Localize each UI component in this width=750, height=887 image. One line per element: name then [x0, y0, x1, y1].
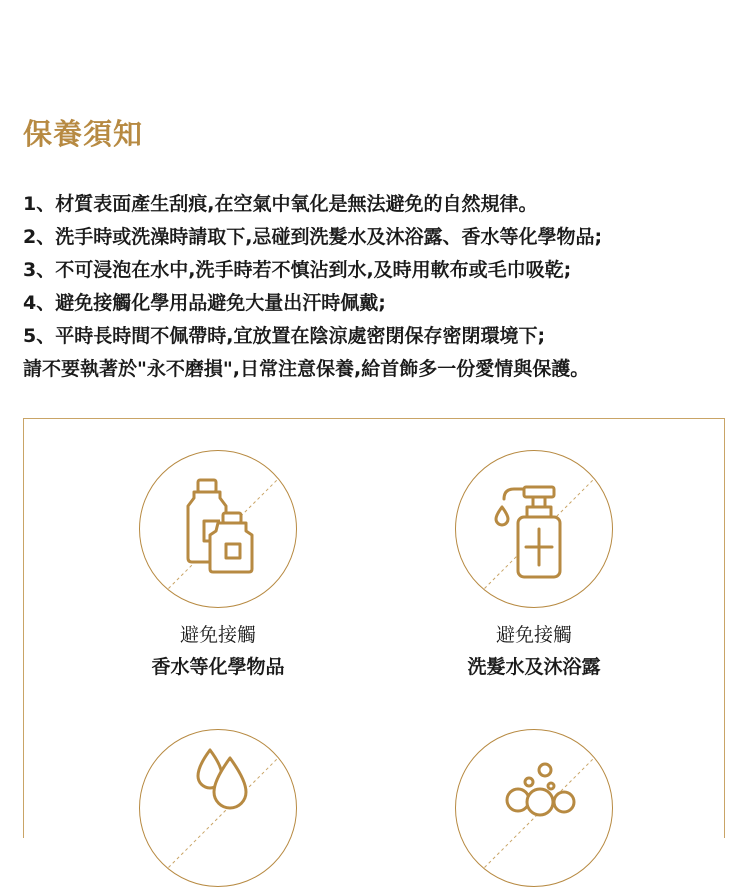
caption-line2: 洗髮水及沐浴露: [467, 656, 601, 678]
care-item: 1、材質表面產生刮痕,在空氣中氧化是無法避免的自然規律。: [23, 193, 538, 215]
care-item: 5、平時長時間不佩帶時,宜放置在陰涼處密閉保存密閉環境下;: [23, 325, 546, 347]
pump-bottle-icon: [455, 450, 613, 608]
soap-bubbles-icon: [455, 729, 613, 887]
care-note: 請不要執著於"永不磨損",日常注意保養,給首飾多一份愛情與保護。: [23, 358, 590, 380]
caption-line1: 避免接觸: [179, 624, 256, 646]
care-icons-panel: [23, 418, 725, 838]
caption-line1: 避免接觸: [495, 624, 572, 646]
care-item: 3、不可浸泡在水中,洗手時若不慎沾到水,及時用軟布或毛巾吸乾;: [23, 259, 572, 281]
care-item: 4、避免接觸化學用品避免大量出汗時佩戴;: [23, 292, 386, 314]
care-instructions-list: [23, 188, 733, 386]
water-drops-icon: [139, 729, 297, 887]
chemical-bottles-icon: [139, 450, 297, 608]
page-title: 保養須知: [23, 117, 144, 151]
card-caption: [404, 619, 664, 683]
card-caption: [88, 619, 348, 683]
caption-line2: 香水等化學物品: [151, 656, 285, 678]
care-item: 2、洗手時或洗澡時請取下,忌碰到洗髮水及沐浴露、香水等化學物品;: [23, 226, 603, 248]
